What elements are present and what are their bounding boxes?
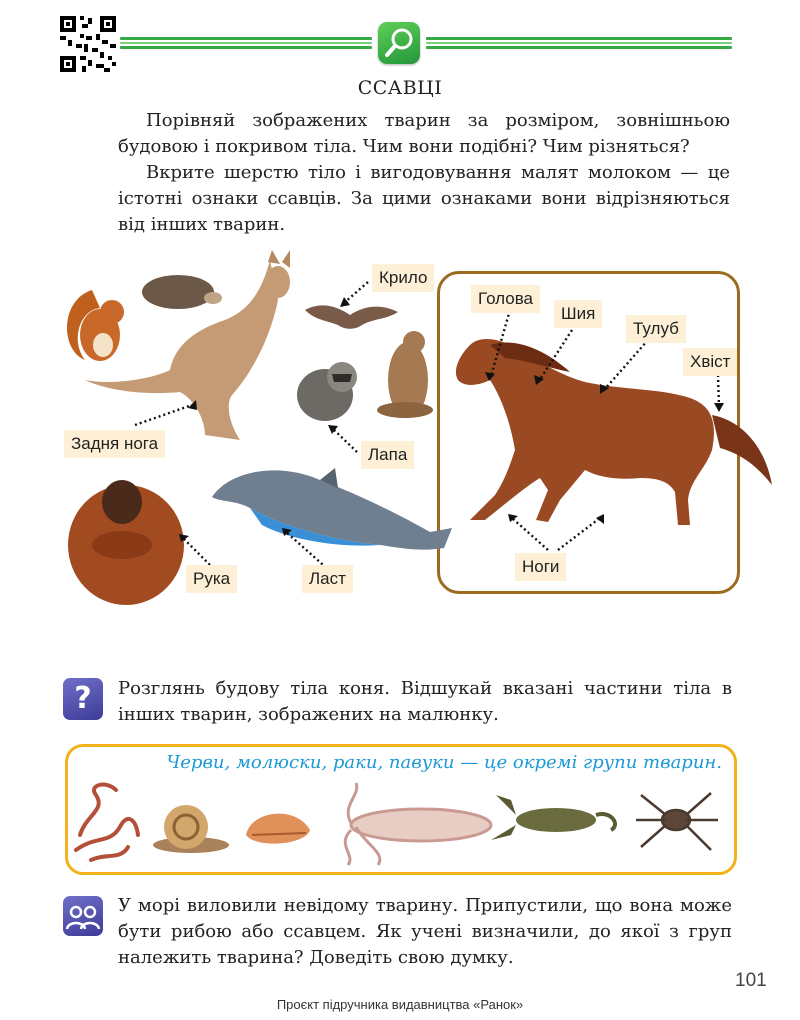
label-wing: Крило (372, 264, 434, 292)
orangutan-image (68, 480, 184, 605)
dolphin-image (212, 468, 452, 550)
squirrel-image (67, 290, 124, 361)
label-head: Голова (471, 285, 540, 313)
page-number: 101 (735, 970, 767, 991)
label-flipper: Ласт (302, 565, 353, 593)
snail-image (153, 805, 229, 853)
spider-image (636, 793, 718, 850)
group-task-text: У морі виловили невідому тварину. Припустили, що вона може бути рибою або ссавцем. Як учені визначили, до якої з груп належить тварина? Доведіть свою думку. (118, 895, 732, 968)
label-paw: Лапа (361, 441, 414, 469)
label-trunk: Тулуб (626, 315, 686, 343)
label-tail: Хвіст (683, 348, 737, 376)
invertebrates-caption: Черви, молюски, раки, павуки — це окремі групи тварин. (166, 752, 722, 773)
intro-paragraph-1: Порівняй зображених тварин за розміром, зовнішньою будовою і покривом тіла. Чим вони подібні? Чим різняться? (118, 110, 730, 157)
squid-image (345, 783, 491, 865)
shell-image (246, 814, 310, 844)
question-text: Розглянь будову тіла коня. Відшукай вказані частини тіла в інших тварин, зображених на малюнку. (118, 678, 732, 725)
question-mark-icon: ? (63, 678, 103, 720)
intro-paragraph-2: Вкрите шерстю тіло і вигодовування малят молоком — це істотні ознаки ссавців. За цими ознаками вони відрізняються від інших тварин. (118, 162, 730, 235)
label-hind-leg: Задня нога (64, 430, 165, 458)
invertebrates-illustration (66, 775, 730, 867)
hedgehog-image (142, 275, 222, 309)
footer-note: Проєкт підручника видавництва «Ранок» (276, 997, 524, 1012)
group-people-icon (63, 896, 103, 936)
crayfish-image (491, 795, 615, 840)
label-neck: Шия (554, 300, 602, 328)
groundhog-image (377, 331, 433, 418)
label-legs: Ноги (515, 553, 566, 581)
bat-image (305, 305, 398, 328)
worms-image (76, 785, 138, 860)
label-arm: Рука (186, 565, 237, 593)
raccoon-image (297, 362, 357, 421)
section-title: ССАВЦІ (357, 77, 443, 99)
